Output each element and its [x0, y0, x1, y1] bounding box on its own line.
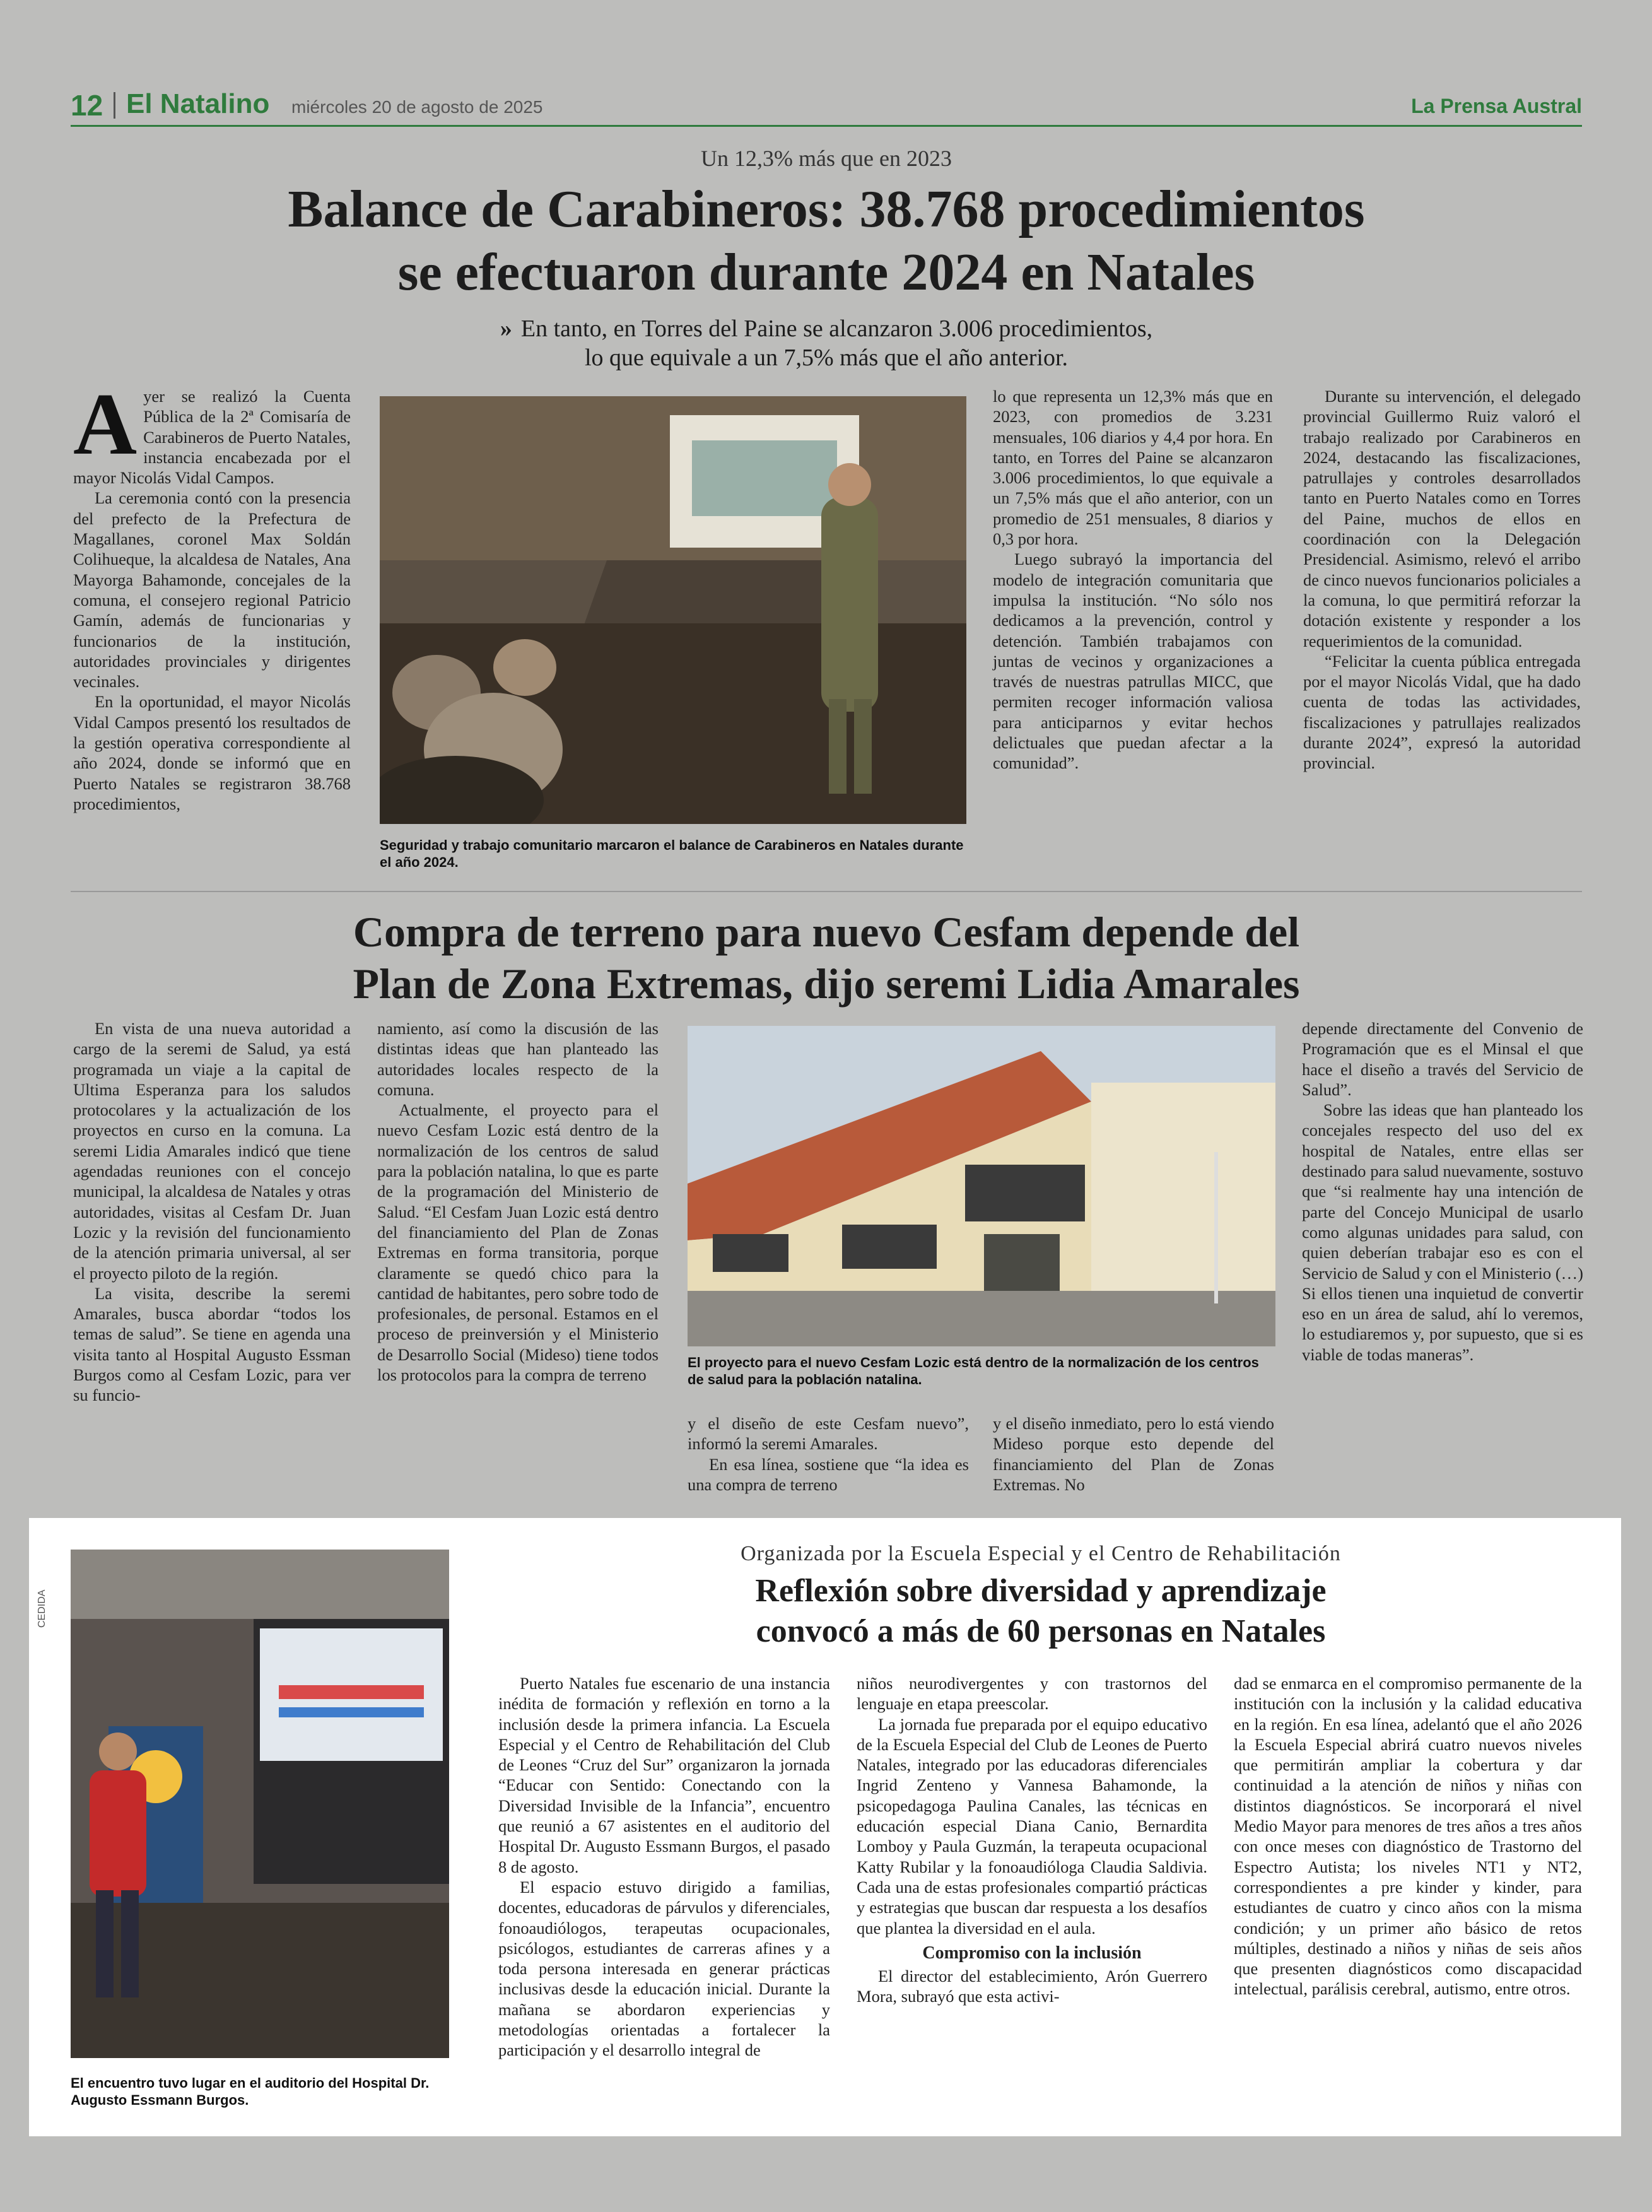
- article3-col1-para2: El espacio estuvo dirigido a familias, docentes, educadoras de párvulos y diferenciales, fonoaudiólogos, terapeutas ocupacionales, psicólogos, estudiantes de carreras afines y a toda persona interesada en generar prácticas inclusivas desde la educación inicial. Durante la mañana se abordaron experiencias y metodologías orientadas a fortalecer la participación y el desarrollo integral de: [498, 1877, 830, 2060]
- article1-col1-para2: La ceremonia contó con la presencia del prefecto de la Prefectura de Magallanes, coronel Max Soldán Colihueque, la alcaldesa de Natales, Ana Mayorga Bahamonde, concejales de la comuna, el consejero regional Patricio Gamín, además de funcionarias y funcionarios de la institución, autoridades provinciales y dirigentes vecinales.: [73, 488, 351, 691]
- carabineros-event-photo: [380, 396, 966, 824]
- article1-kicker: Un 12,3% más que en 2023: [701, 146, 952, 171]
- article3-col2-para2: La jornada fue preparada por el equipo educativo de la Escuela Especial del Club de Leones de Puerto Natales, integrado por las educadoras diferenciales Ingrid Zenteno y Vannesa Bahamonde, la psicopedagoga Paulina Canales, las técnicas en educación especial Diana Canio, Bernardita Lomboy y Paula Guzmán, la terapeuta ocupacional Katty Rubilar y la fonoaudióloga Claudia Saldivia. Cada una de estas profesionales compartió prácticas y estrategias que buscan dar respuesta a los desafíos que plantea la diversidad en el aula.: [857, 1714, 1207, 1938]
- article1-sub-line2: lo que equivale a un 7,5% más que el año anterior.: [584, 344, 1069, 371]
- article2-col1-para2: La visita, describe la seremi Amarales, busca abordar “todos los temas de salud”. Se tiene en agenda una visita tanto al Hospital Augusto Essman Burgos como al Cesfam Lozic, para ver su funcio-: [73, 1283, 351, 1405]
- article1-col4-para2: “Felicitar la cuenta pública entregada por el mayor Nicolás Vidal, que ha dado cuenta de todas las actividades, fiscalizaciones y patrullajes realizados durante 2024”, expresó la autoridad provincial.: [1303, 651, 1581, 773]
- article1-col1-para1: yer se realizó la Cuenta Pública de la 2ª Comisaría de Carabineros de Puerto Natales, instancia encabezada por el mayor Nicolás Vidal Campos.: [73, 387, 351, 488]
- article3-col2-para1: niños neurodivergentes y con trastornos del lenguaje en etapa preescolar.: [857, 1674, 1207, 1714]
- article3-column3: [1234, 1673, 1582, 1999]
- newspaper-brand: La Prensa Austral: [1411, 95, 1582, 117]
- article2-col4-para1: y el diseño inmediato, pero lo está viendo Mideso porque esto depende del financiamiento del Plan de Zonas Extremas. No: [993, 1414, 1274, 1494]
- article2-column4: [993, 1413, 1274, 1495]
- section-name: El Natalino: [126, 88, 270, 119]
- cesfam-building-photo: [688, 1026, 1275, 1346]
- article1-subheadline: [252, 314, 1400, 372]
- inclusion-event-photo: [71, 1550, 449, 2058]
- photo-credit: CEDIDA: [37, 1589, 47, 1628]
- article2-column2: [377, 1018, 659, 1385]
- article2-col5-para2: Sobre las ideas que han planteado los concejales respecto del uso del ex hospital de Natales, entre ellas ser destinado para salud nuevamente, sostuvo que “si realmente hay una intención de parte del Concejo Municipal de usarlo como algunas unidades para salud, con quien deberían trabajar eso es con el Servicio de Salud y con el Ministerio (…) Si ellos tienen una inquietud de convertir eso en un área de salud, ahí lo veremos, lo estudiaremos y, por supuesto, que si es viable de todas maneras”.: [1302, 1100, 1583, 1364]
- article2-headline-line2: Plan de Zona Extremas, dijo seremi Lidia Amarales: [353, 960, 1300, 1008]
- article3-col1-para1: Puerto Natales fue escenario de una instancia inédita de formación y reflexión en torno a la inclusión desde la primera infancia. La Escuela Especial y el Centro de Rehabilitación del Club de Leones “Cruz del Sur” organizaron la jornada “Educar con Sentido: Conectando con la Diversidad Invisible de la Infancia”, encuentro que reunió a 67 asistentes en el auditorio del Hospital Dr. Augusto Essmann Burgos, el pasado 8 de agosto.: [498, 1674, 830, 1876]
- subheadline-marker-icon: »: [500, 315, 512, 342]
- article2-col5-para1: depende directamente del Convenio de Programación que es el Minsal el que hace el diseño a través del Servicio de Salud”.: [1302, 1019, 1583, 1099]
- article2-headline-line1: Compra de terreno para nuevo Cesfam depende del: [353, 908, 1300, 956]
- article1-col3-para1: lo que representa un 12,3% más que en 2023, con promedios de 3.231 mensuales, 106 diarios y 4,4 por hora. En tanto, en Torres del Paine se alcanzaron 3.006 procedimientos, lo que equivale a un 7,5% más que el año anterior, con un promedio de 251 mensuales, 8 diarios y 0,3 por hora.: [993, 387, 1273, 549]
- article2-col3-para1: y el diseño de este Cesfam nuevo”, informó la seremi Amarales.: [688, 1414, 969, 1454]
- article3-kicker: Organizada por la Escuela Especial y el Centro de Rehabilitación: [741, 1542, 1341, 1565]
- article1-headline: [95, 178, 1558, 304]
- article1-col1-para3: En la oportunidad, el mayor Nicolás Vidal Campos presentó los resultados de la gestión operativa correspondiente al año 2024, donde se informó que en Puerto Natales se registraron 38.768 procedimientos,: [73, 692, 351, 813]
- article3-col3-para1: dad se enmarca en el compromiso permanente de la institución con la inclusión y la calidad educativa en la región. En esa línea, adelantó que el año 2026 la Escuela Especial abrirá cuatro nuevos niveles que permitirán ampliar la cobertura y dar continuidad a la atención de niños y niñas con distintos diagnósticos. Se incorporará el nivel Medio Mayor para menores de tres años a tres años con once meses con diagnóstico de Trastorno del Espectro Autista; los niveles NT1 y NT2, correspondientes a pre kinder y kinder, para estudiantes de cuatro y cinco años con la misma condición; y un primer año básico de retos múltiples, destinado a niños y niñas de seis años que presenten diagnósticos como discapacidad intelectual, parálisis cerebral, autismo, entre otros.: [1234, 1674, 1582, 1999]
- article1-dropcap: A: [73, 375, 138, 473]
- article1-col4-para1: Durante su intervención, el delegado provincial Guillermo Ruiz valoró el trabajo realizado por Carabineros en 2024, destacando las fiscalizaciones, patrullajes y controles desarrollados tanto en Puerto Natales como en Torres del Paine, muchos de ellos en coordinación con la Delegación Presidencial. Asimismo, relevó el arribo de cinco nuevos funcionarios policiales a la comuna, lo que permitirá reforzar la dotación existente y responder a los requerimientos de la comunidad.: [1303, 387, 1581, 650]
- header-rule: [71, 125, 1582, 127]
- article3-headline-line2: convocó a más de 60 personas en Natales: [756, 1613, 1326, 1649]
- article2-photo-caption: El proyecto para el nuevo Cesfam Lozic está dentro de la normalización de los centros de salud para la población natalina.: [688, 1355, 1259, 1387]
- header-divider: [114, 92, 115, 119]
- article1-headline-line2: se efectuaron durante 2024 en Natales: [397, 243, 1255, 302]
- page-header: [71, 88, 1582, 126]
- article1-headline-line1: Balance de Carabineros: 38.768 procedimientos: [288, 180, 1365, 238]
- article2-column3: [688, 1413, 969, 1495]
- article2-col2-para1: namiento, así como la discusión de las distintas ideas que han planteado las autoridades locales respecto de la comuna.: [377, 1019, 659, 1099]
- article1-col3-para2: Luego subrayó la importancia del modelo de integración comunitaria que impulsa la institución. “No sólo nos dedicamos a la prevención, control y detención. También trabajamos con juntas de vecinos y organizaciones a través de nuestras patrullas MICC, que permiten recoger información valiosa para anticiparnos y evitar hechos delictuales que puedan afectar a la comunidad”.: [993, 550, 1273, 773]
- article3-subhead: Compromiso con la inclusión: [922, 1943, 1142, 1963]
- article2-column5: [1302, 1018, 1583, 1365]
- article3-column2: [857, 1673, 1207, 2007]
- article1-column4: [1303, 386, 1581, 774]
- article3-headline-line1: Reflexión sobre diversidad y aprendizaje: [755, 1573, 1327, 1609]
- article2-col3-para2: En esa línea, sostiene que “la idea es una compra de terreno: [688, 1454, 969, 1494]
- article3-photo-caption: El encuentro tuvo lugar en el auditorio del Hospital Dr. Augusto Essmann Burgos.: [71, 2075, 430, 2108]
- article3-column1: [498, 1673, 830, 2061]
- section-divider: [71, 891, 1582, 892]
- article1-photo-caption: Seguridad y trabajo comunitario marcaron el balance de Carabineros en Natales durante el año 2024.: [380, 837, 964, 870]
- article1-sub-line1: En tanto, en Torres del Paine se alcanzaron 3.006 procedimientos,: [520, 315, 1153, 342]
- article2-headline: [189, 906, 1463, 1009]
- article3-col2-para3: El director del establecimiento, Arón Guerrero Mora, subrayó que esta activi-: [857, 1967, 1207, 2006]
- article2-col1-para1: En vista de una nueva autoridad a cargo de la seremi de Salud, ya está programada un viaje a la capital de Ultima Esperanza para los saludos protocolares y la actualización de los proyectos en curso en la comuna. La seremi Lidia Amarales indicó que tiene agendadas reuniones con el concejo municipal, la alcaldesa de Natales y otras autoridades, visitas al Cesfam Dr. Juan Lozic y la revisión del funcionamiento de la atención primaria universal, al ser el proyecto piloto de la región.: [73, 1019, 351, 1283]
- page-number: 12: [71, 89, 103, 122]
- article2-column1: [73, 1018, 351, 1406]
- issue-date: miércoles 20 de agosto de 2025: [291, 97, 543, 117]
- article1-column3: [993, 386, 1273, 774]
- article3-headline: [492, 1571, 1590, 1652]
- article2-col2-para2: Actualmente, el proyecto para el nuevo Cesfam Lozic está dentro de la normalización de los centros de salud para la población natalina, lo que es parte de la programación del Ministerio de Salud. “El Cesfam Juan Lozic está dentro del financiamiento del Plan de Zonas Extremas en forma transitoria, porque claramente se quedó chico para la cantidad de habitantes, pero sobre todo de profesionales, de personal. Estamos en el proceso de preinversión y el Ministerio de Desarrollo Social (Mideso) tiene todos los protocolos para la compra de terreno: [377, 1100, 659, 1385]
- article1-column1: [73, 375, 351, 814]
